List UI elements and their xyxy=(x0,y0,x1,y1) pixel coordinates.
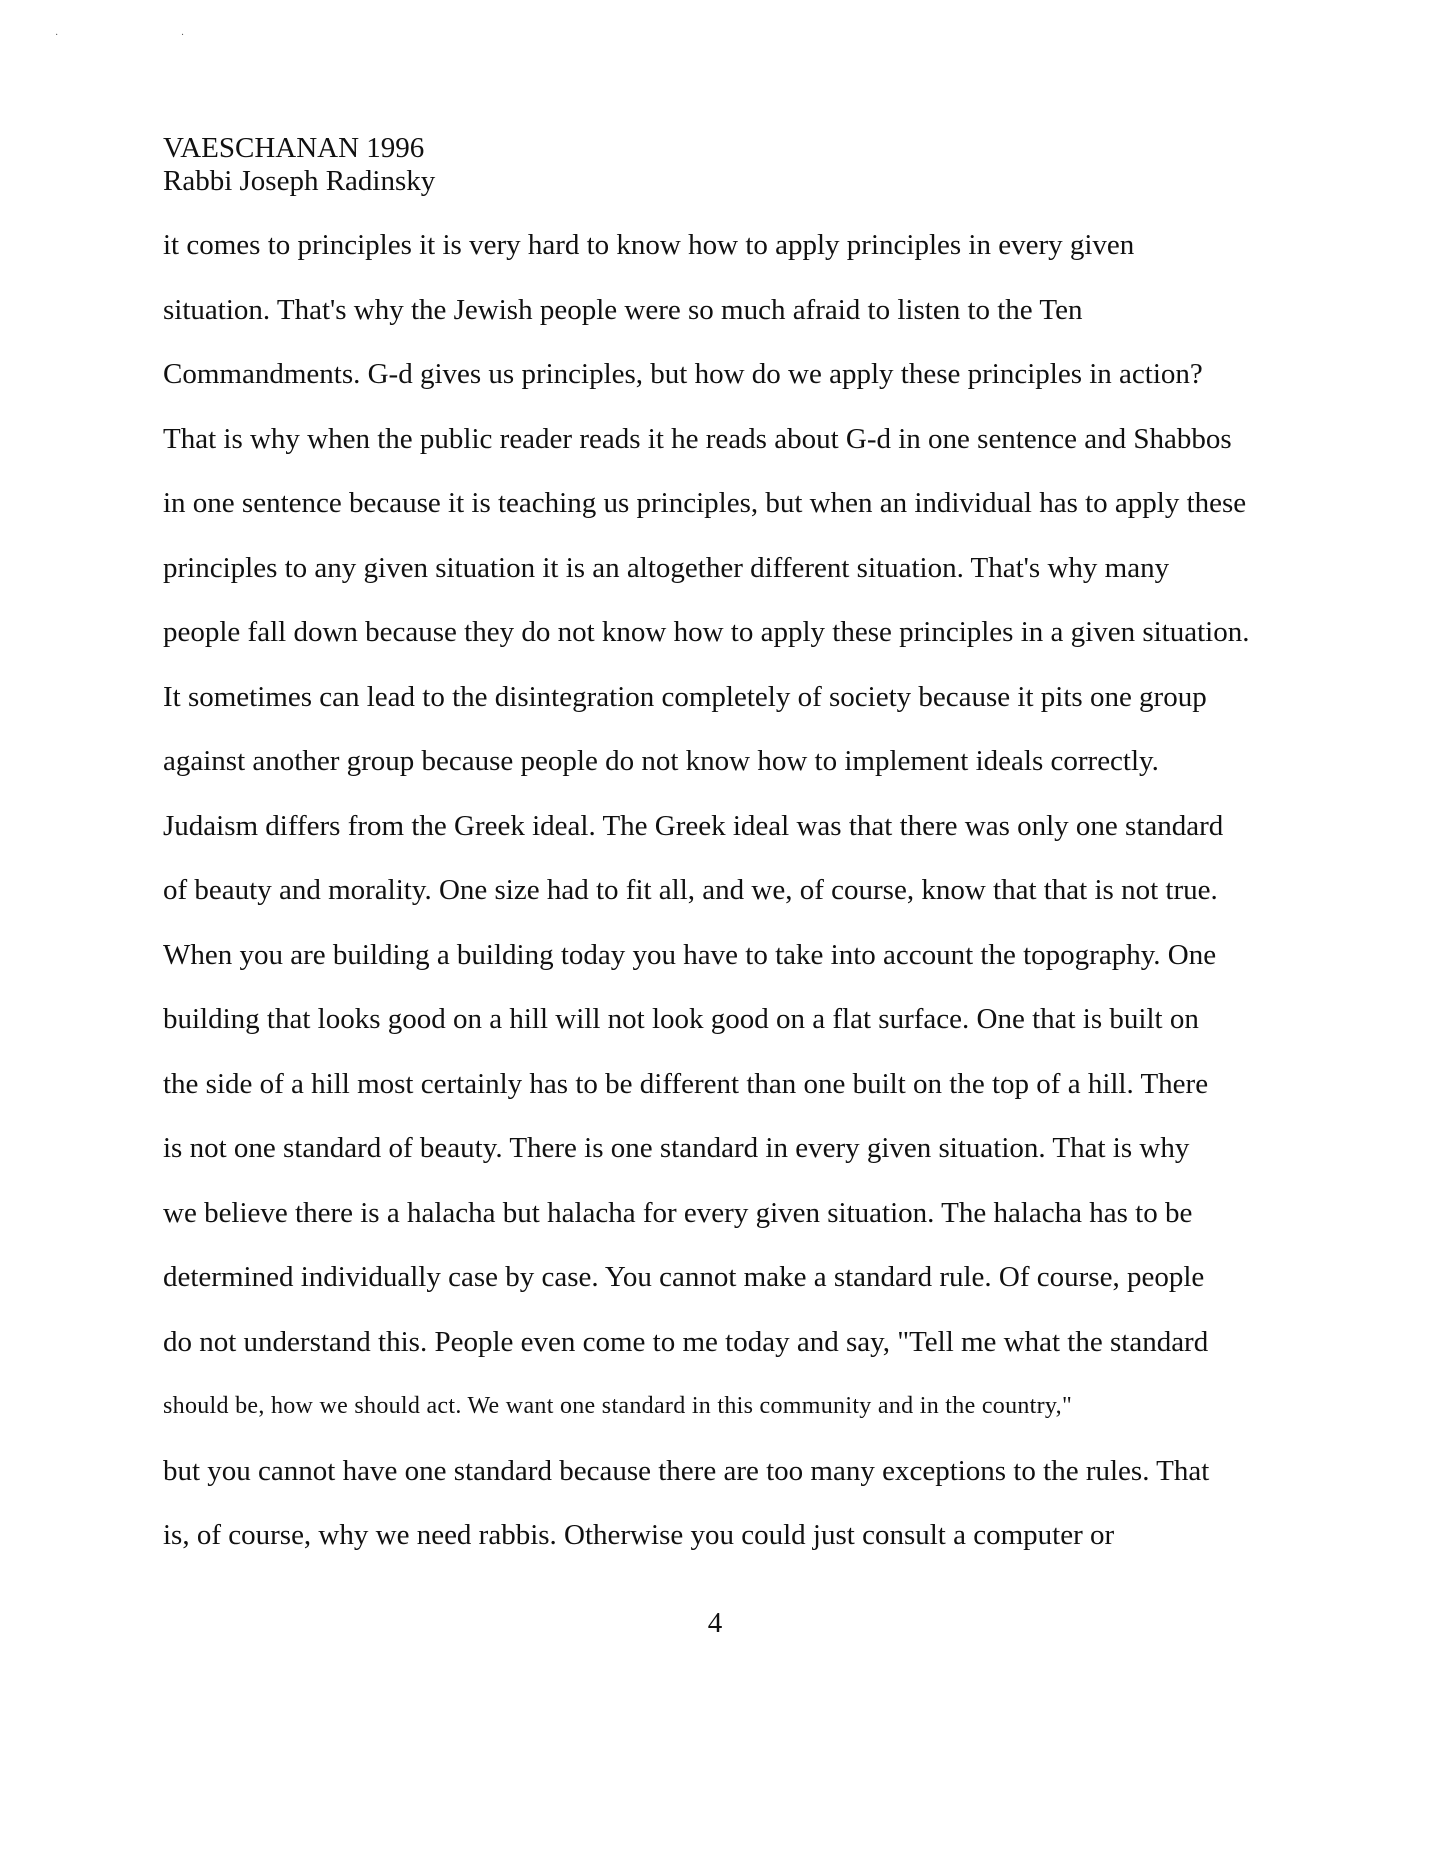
document-author: Rabbi Joseph Radinsky xyxy=(163,165,436,197)
body-line: Commandments. G-d gives us principles, but how do we apply these principles in action? xyxy=(163,358,1203,390)
document-title: VAESCHANAN 1996 xyxy=(163,132,425,164)
body-line: is not one standard of beauty. There is one standard in every given situation. That is why xyxy=(163,1132,1190,1164)
body-line: principles to any given situation it is an altogether different situation. That's why many xyxy=(163,551,1170,584)
body-line: do not understand this. People even come to me today and say, "Tell me what the standard xyxy=(163,1325,1209,1358)
page-number: 4 xyxy=(707,1607,723,1639)
body-line: against another group because people do not know how to implement ideals correctly. xyxy=(163,745,1159,777)
document-header xyxy=(163,132,435,198)
body-line: Judaism differs from the Greek ideal. The Greek ideal was that there was only one standard xyxy=(163,809,1224,842)
body-line: but you cannot have one standard because there are too many exceptions to the rules. That xyxy=(163,1454,1210,1487)
body-line: people fall down because they do not know how to apply these principles in a given situation. xyxy=(163,616,1250,648)
body-line: the side of a hill most certainly has to be different than one built on the top of a hill. There xyxy=(163,1067,1209,1100)
body-line: It sometimes can lead to the disintegration completely of society because it pits one group xyxy=(163,680,1207,713)
body-line: determined individually case by case. You cannot make a standard rule. Of course, people xyxy=(163,1261,1205,1293)
body-line: That is why when the public reader reads it he reads about G-d in one sentence and Shabbos xyxy=(163,422,1232,455)
body-line: in one sentence because it is teaching us principles, but when an individual has to apply these xyxy=(163,487,1247,519)
body-line: When you are building a building today you have to take into account the topography. One xyxy=(163,938,1217,971)
body-line: it comes to principles it is very hard to know how to apply principles in every given xyxy=(163,229,1135,261)
scan-artifact-dots: · · xyxy=(55,30,245,41)
body-text xyxy=(163,228,1273,1583)
body-line: building that looks good on a hill will not look good on a flat surface. One that is built on xyxy=(163,1003,1199,1035)
body-line: should be, how we should act. We want one standard in this community and in the country," xyxy=(163,1393,1073,1419)
body-line: situation. That's why the Jewish people were so much afraid to listen to the Ten xyxy=(163,293,1083,326)
body-line: of beauty and morality. One size had to fit all, and we, of course, know that that is not true. xyxy=(163,874,1218,906)
body-line: is, of course, why we need rabbis. Otherwise you could just consult a computer or xyxy=(163,1519,1115,1551)
body-line: we believe there is a halacha but halacha for every given situation. The halacha has to be xyxy=(163,1196,1193,1229)
